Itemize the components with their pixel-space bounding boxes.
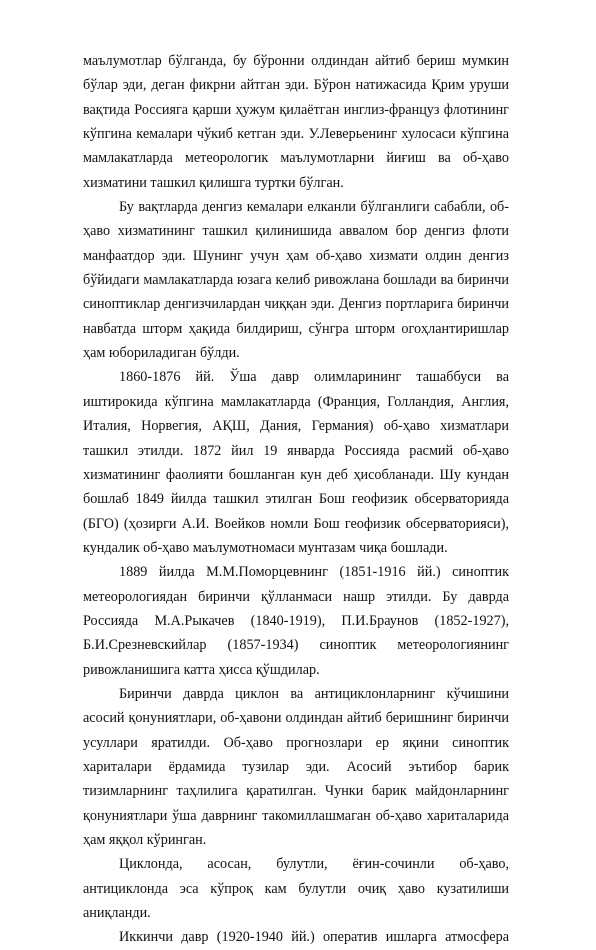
document-text-body [83, 49, 509, 950]
paragraph-5: Биринчи даврда циклон ва антициклонларнинг кўчишини асосий қонуниятлари, об-ҳавони олдиндан айтиб беришнинг биринчи усуллари яратилди. Об-ҳаво прогнозлари ер яқини синоптик хариталари ёрдамида тузилар эди. Асосий эътибор барик тизимларнинг таҳлилига қаратилган. Чунки барик майдонларнинг қонуниятлари ўша даврнинг такомиллашмаган об-ҳаво хариталарида ҳам яққол кўринган. [83, 685, 509, 848]
paragraph-7: Иккинчи давр (1920-1940 йй.) оператив ишларга атмосфера [119, 929, 509, 946]
paragraph-6: Циклонда, асосан, булутли, ёғин-сочинли об-ҳаво, антициклонда эса кўпроқ кам булутли очиқ ҳаво кузатилиши аниқланди. [83, 856, 509, 922]
paragraph-3: 1860-1876 йй. Ўша давр олимларининг ташаббуси ва иштирокида кўпгина мамлакатларда (Франция, Голландия, Англия, Италия, Норвегия, АҚШ, Дания, Германия) об-ҳаво хизматлари ташкил этилди. 1872 йил 19 январда Россияда расмий об-ҳаво хизматининг фаолияти бошланган кун деб ҳисобланади. Шу кундан бошлаб 1849 йилда ташкил этилган Бош геофизик обсерваторияда (БГО) (ҳозирги А.И. Воейков номли Бош геофизик обсерваторияси), кундалик об-ҳаво маълумотномаси мунтазам чиқа бошлади. [83, 369, 509, 556]
paragraph-2: Бу вақтларда денгиз кемалари елканли бўлганлиги сабабли, об-ҳаво хизматининг ташкил қилинишида аввалом бор денгиз флоти манфаатдор эди. Шунинг учун ҳам об-ҳаво хизмати олдин денгиз бўйидаги мамлакатларда юзага келиб ривожлана бошлади ва биринчи синоптиклар денгизчилардан чиққан эди. Денгиз портларига биринчи навбатда шторм ҳақида билдириш, сўнгра шторм огоҳлантиришлар ҳам юбориладиган бўлди. [83, 199, 509, 362]
paragraph-1: маълумотлар бўлганда, бу бўронни олдиндан айтиб бериш мумкин бўлар эди, деган фикрни айтган эди. Бўрон натижасида Қрим уруши вақтида Россияга қарши ҳужум қилаётган инглиз-француз флотининг кўпгина кемалари чўкиб кетган эди. У.Леверьенинг хулосаси кўпгина мамлакатларда метеорологик маълумотларни йиғиш ва об-ҳаво хизматини ташкил қилишга туртки бўлган. [83, 53, 509, 191]
paragraph-4: 1889 йилда М.М.Поморцевнинг (1851-1916 йй.) синоптик метеорологиядан биринчи қўлланмаси нашр этилди. Бу даврда Россияда М.А.Рыкачев (1840-1919), П.И.Браунов (1852-1927), Б.И.Срезневскийлар (1857-1934) синоптик метеорологиянинг ривожланишига катта ҳисса қўшдилар. [83, 564, 509, 678]
